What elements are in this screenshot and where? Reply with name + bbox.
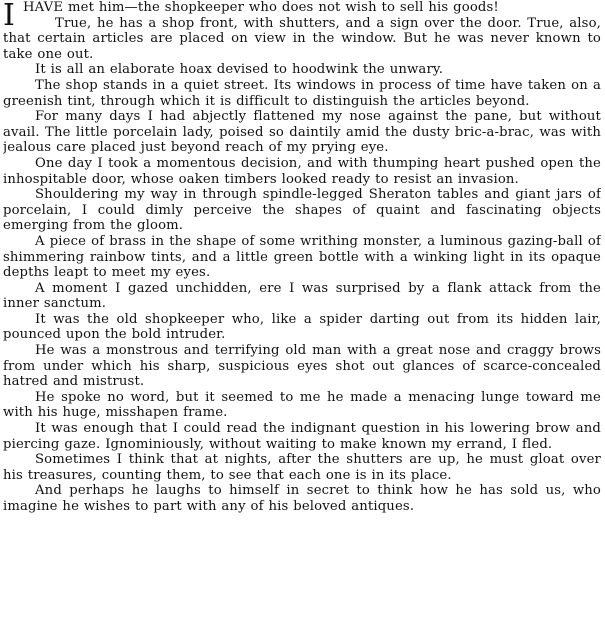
paragraph-12: He spoke no word, but it seemed to me he made a menacing lunge toward me with his huge, misshapen frame. — [3, 389, 601, 421]
paragraph-6: One day I took a momentous decision, and with thumping heart pushed open the inhospitable door, whose oaken timbers looked ready to resist an invasion. — [3, 155, 601, 187]
paragraph-3: It is all an elaborate hoax devised to hoodwink the unwary. — [35, 62, 444, 78]
paragraph-9: A moment I gazed unchidden, ere I was surprised by a flank attack from the inner sanctum. — [3, 280, 601, 312]
paragraph-7: Shouldering my way in through spindle-legged Sheraton tables and giant jars of porcelain, I could dimly perceive the shapes of quaint and fascinating objects emerging from the gloom. — [3, 187, 601, 234]
paragraph-14: Sometimes I think that at nights, after the shutters are up, he must gloat over his treasures, counting them, to see that each one is in its place. — [3, 452, 601, 483]
drop-cap: I — [3, 0, 16, 33]
paragraph-4: The shop stands in a quiet street. Its windows in process of time have taken on a greenish tint, through which it is difficult to distinguish the articles beyond. — [3, 77, 601, 109]
paragraph-2: True, he has a shop front, with shutters, and a sign over the door. True, also, that certain articles are placed on view in the window. But he was never known to take one out. — [3, 15, 601, 62]
paragraph-13: It was enough that I could read the indignant question in his lowering brow and piercing gaze. Ignominiously, without waiting to make known my errand, I fled. — [3, 421, 601, 452]
paragraph-10: It was the old shopkeeper who, like a spider darting out from its hidden lair, pounced upon the bold intruder. — [3, 311, 601, 343]
paragraph-11: He was a monstrous and terrifying old man with a great nose and craggy brows from under which his sharp, suspicious eyes shot out glances of scarce-concealed hatred and mistrust. — [3, 343, 601, 390]
lead-caps: HAVE — [23, 0, 64, 15]
paragraph-5: For many days I had abjectly flattened my nose against the pane, but without avail. The little porcelain lady, poised so daintily amid the dusty bric-a-brac, was with jealous care placed just beyond reach of my prying eye. — [3, 109, 601, 156]
paragraph-1-text: met him—the shopkeeper who does not wish to sell his goods! — [63, 0, 499, 15]
paragraph-8: A piece of brass in the shape of some writhing monster, a luminous gazing-ball of shimmering rainbow tints, and a little green bottle with a winking light in its opaque depths leapt to meet my eyes. — [3, 233, 601, 281]
paragraph-15: And perhaps he laughs to himself in secret to think how he has sold us, who imagine he wishes to part with any of his beloved antiques. — [3, 483, 601, 514]
article-page — [3, 0, 601, 639]
paragraph-1 — [3, 0, 601, 33]
